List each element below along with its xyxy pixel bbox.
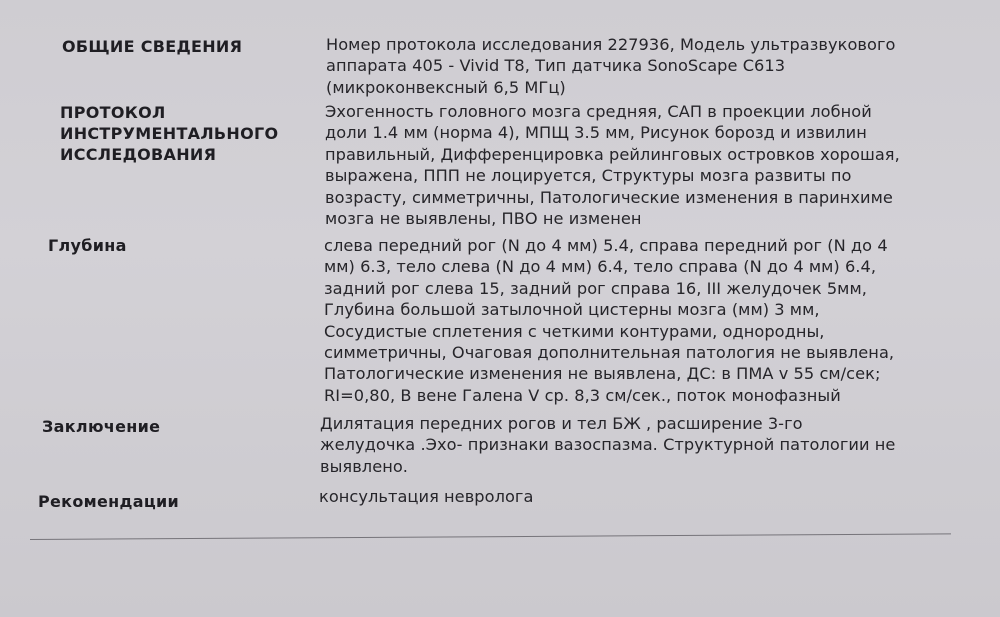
text-line: аппарата 405 - Vivid T8, Тип датчика SonoScape C613 [326,56,786,76]
text-line: (микроконвексный 6,5 МГц) [326,77,566,97]
text-line: RI=0,80, В вене Галена V ср. 8,3 см/сек., поток монофазный [324,385,841,405]
text-line: слева передний рог (N до 4 мм) 5.4, справа передний рог (N до 4 [324,236,888,255]
section-label-depth: Глубина [48,236,127,255]
text-line: симметричны, Очаговая дополнительная патология не выявлена, [324,343,895,363]
text-line: доли 1.4 мм (норма 4), МПЩ 3.5 мм, Рисунок борозд и извилин [325,123,867,143]
section-value-instrumental-protocol [325,101,900,229]
text-line: Номер протокола исследования 227936, Модель ультразвукового [326,35,896,54]
text-line: мм) 6.3, тело слева (N до 4 мм) 6.4, тело справа (N до 4 мм) 6.4, [324,257,877,277]
section-label-instrumental-protocol: ПРОТОКОЛ ИНСТРУМЕНТАЛЬНОГО ИССЛЕДОВАНИЯ [60,103,279,164]
section-value-recommendations [319,486,533,507]
text-line: Эхогенность головного мозга средняя, САП в проекции лобной [325,102,872,121]
text-line: Глубина большой затылочной цистерны мозга (мм) 3 мм, [324,300,820,320]
divider-line [30,533,951,540]
text-line: выявлено. [320,456,408,476]
text-line: желудочка .Эхо- признаки вазоспазма. Структурной патологии не [320,435,896,455]
text-line: консультация невролога [319,487,534,506]
text-line: задний рог слева 15, задний рог справа 16, III желудочек 5мм, [324,278,867,298]
section-value-conclusion [320,413,895,477]
text-line: возрасту, симметричны, Патологические изменения в паринхиме [325,187,893,207]
section-value-depth [324,235,894,406]
text-line: правильный, Дифференцировка рейлинговых островков хорошая, [325,144,900,164]
text-line: мозга не выявлены, ПВО не изменен [325,209,642,229]
section-label-general-info: ОБЩИЕ СВЕДЕНИЯ [62,37,243,56]
text-line: выражена, ППП не лоцируется, Структуры мозга развиты по [325,166,852,186]
text-line: Сосудистые сплетения с четкими контурами, однородны, [324,321,825,341]
section-value-general-info [326,34,895,98]
section-label-recommendations: Рекомендации [38,492,180,511]
section-label-conclusion: Заключение [42,417,161,436]
text-line: Дилятация передних рогов и тел БЖ , расширение 3-го [320,414,803,433]
text-line: Патологические изменения не выявлена, ДС: в ПМА v 55 см/сек; [324,364,881,384]
